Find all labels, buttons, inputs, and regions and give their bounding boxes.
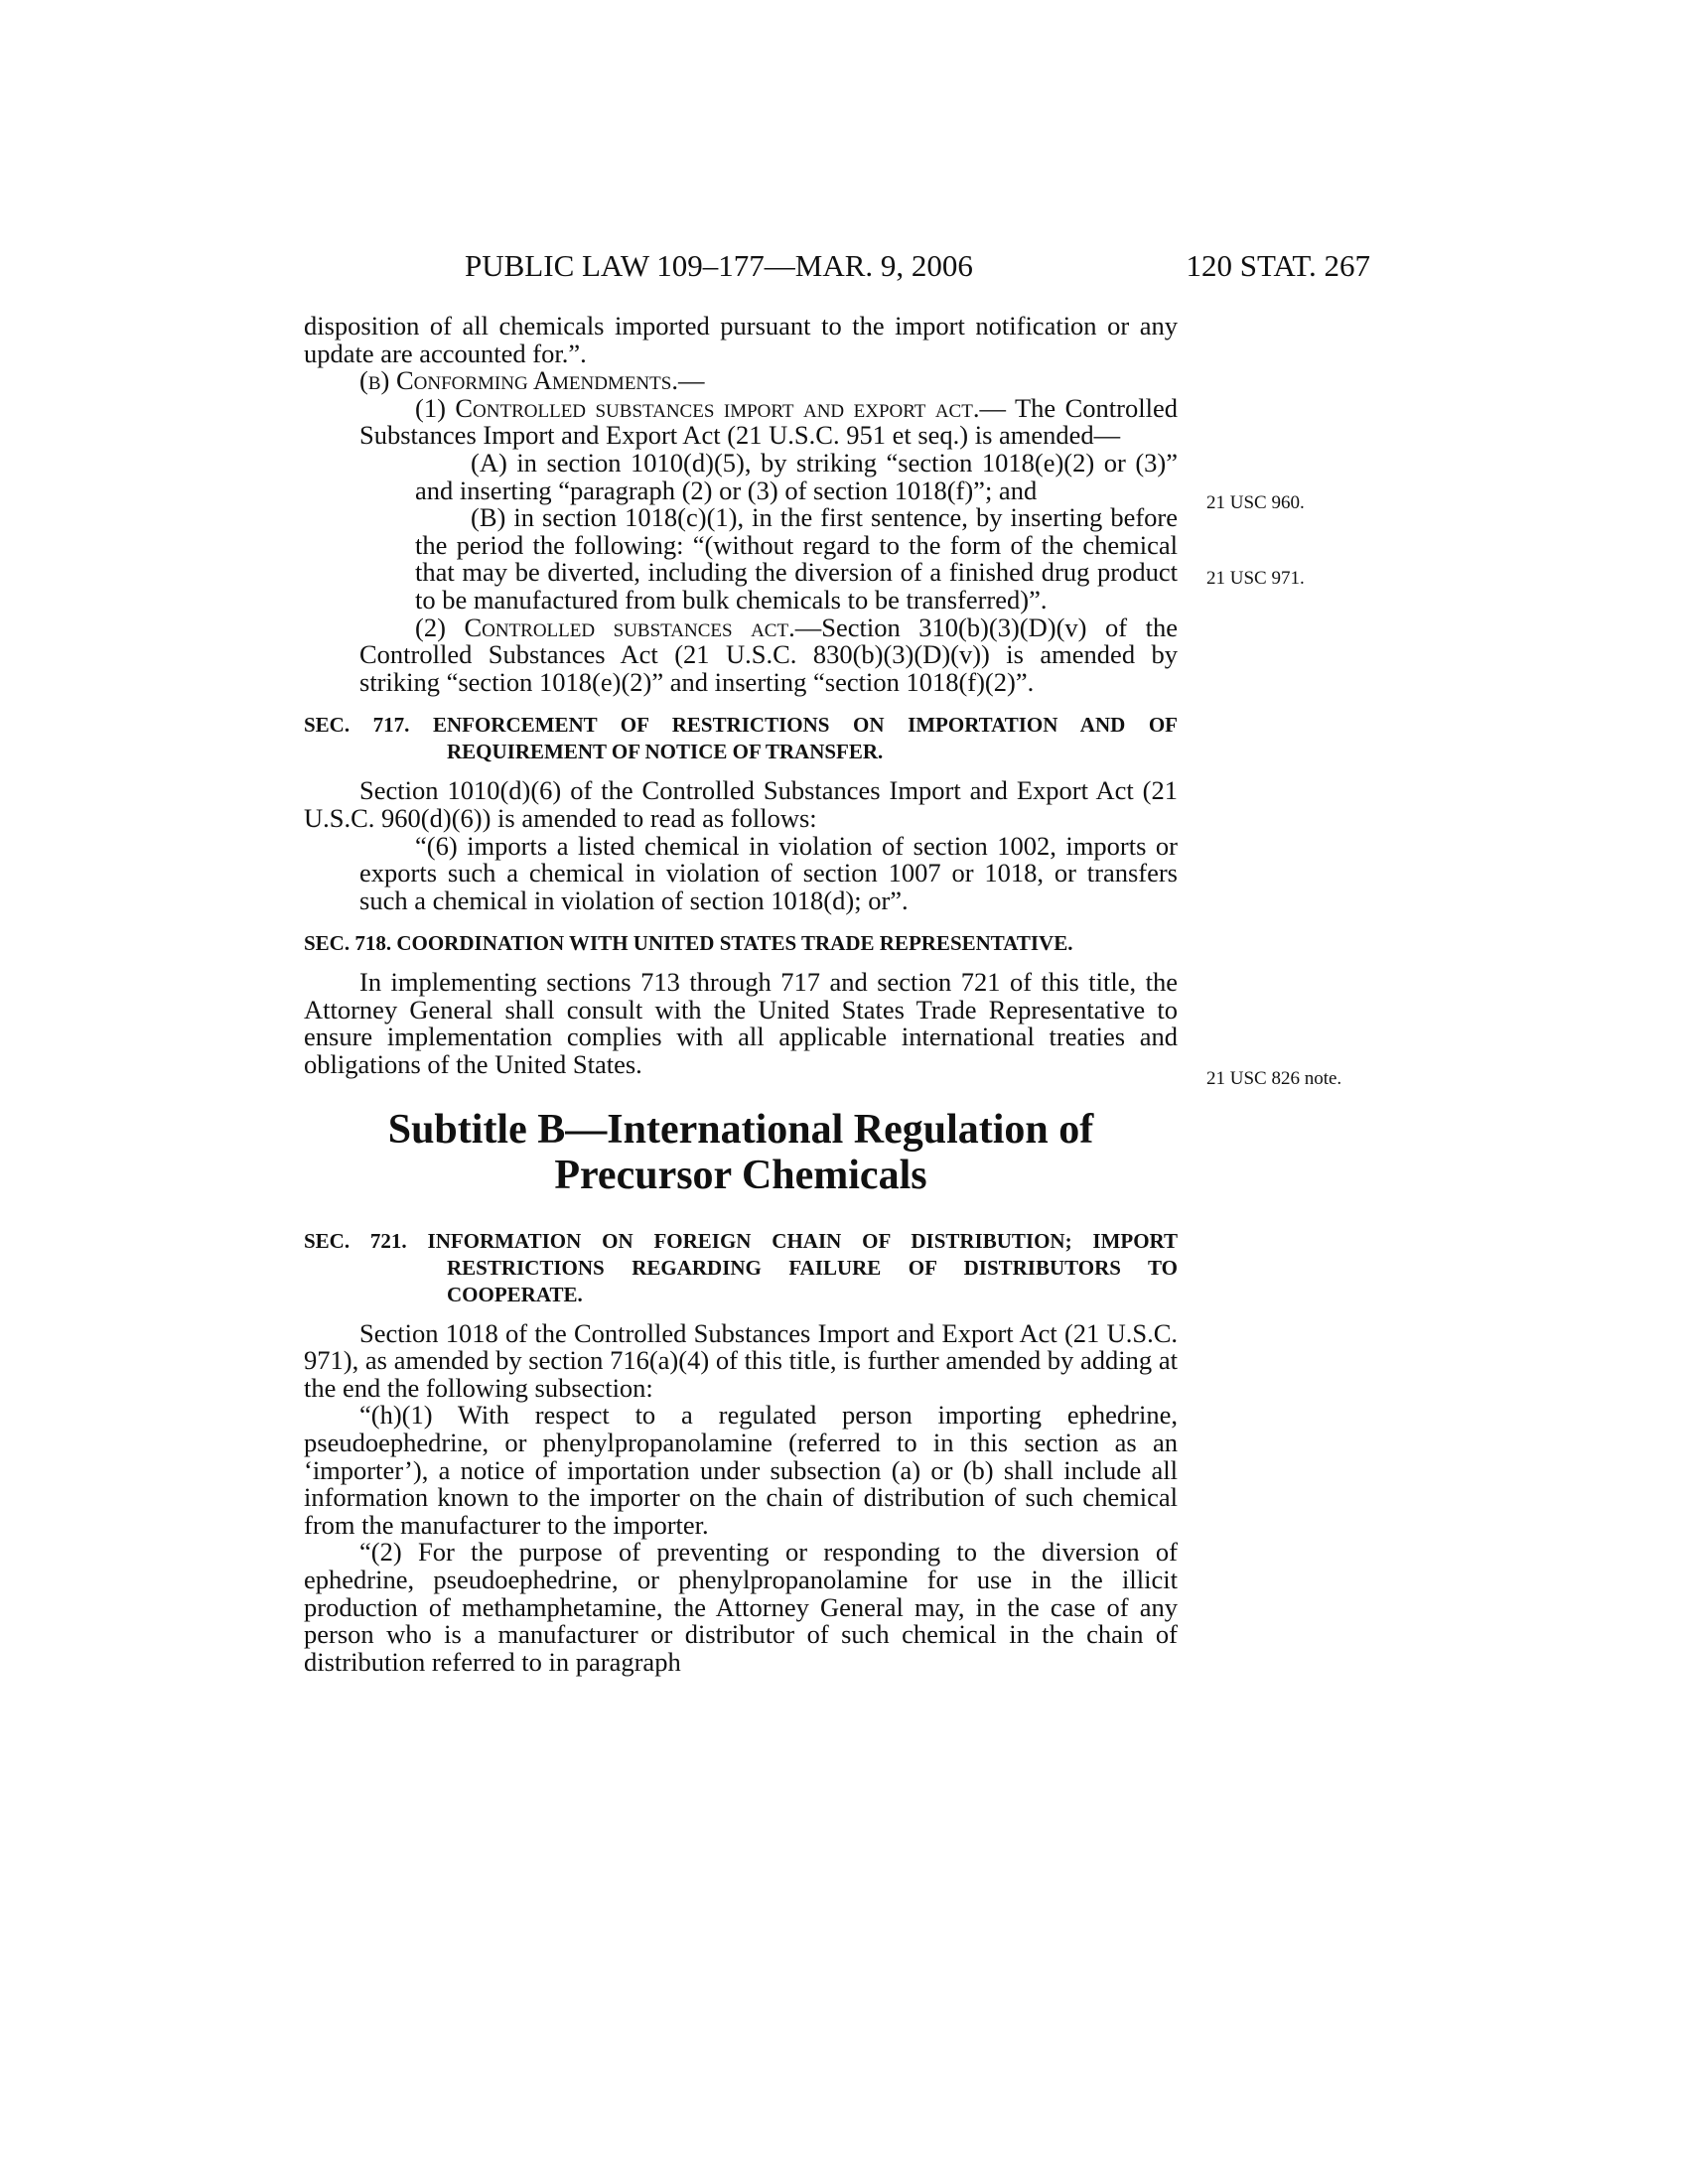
paragraph-b2 bbox=[304, 614, 1178, 697]
section-721-text: Section 1018 of the Controlled Substances Import and Export Act (21 U.S.C. 971), as amended by section 716(a)(4) of this title, is further amended by adding at the end the following subsection: bbox=[304, 1317, 1178, 1403]
subsection-b-label: (b) Conforming Amendments.— bbox=[359, 365, 705, 396]
subparagraph-b: (B) in section 1018(c)(1), in the first sentence, by inserting before the period the following: “(without regard to the form of the chemical that may be diverted, including the diversion of a finished drug product to be manufactured from bulk chemicals to be transferred)”. bbox=[415, 502, 1178, 614]
section-718-heading: SEC. 718. COORDINATION WITH UNITED STATES TRADE REPRESENTATIVE. bbox=[304, 931, 1073, 956]
section-721-h1: “(h)(1) With respect to a regulated person importing ephedrine, pseudoephedrine, or phenylpropanolamine (referred to in this section as an ‘importer’), a notice of importation under subsection (a) or (b) shall include all information known to the importer on the chain of distribution of such chemical from the manufacturer to the importer. bbox=[304, 1400, 1178, 1540]
continued-paragraph: disposition of all chemicals imported pursuant to the import notification or any update are accounted for.”. bbox=[304, 311, 1178, 368]
subparagraph-a: (A) in section 1010(d)(5), by striking “section 1018(e)(2) or (3)” and inserting “paragraph (2) or (3) of section 1018(f)”; and bbox=[415, 447, 1178, 505]
subsection-b-heading bbox=[304, 367, 1178, 395]
paragraph-b2-text: Section 310(b)(3)(D)(v) of the Controlled Substances Act (21 U.S.C. 830(b)(3)(D)(v)) is amended by striking “section 1018(e)(2)” and inserting “section 1018(f)(2)”. bbox=[359, 612, 1178, 697]
body-text bbox=[304, 313, 1178, 1676]
section-721-h2: “(2) For the purpose of preventing or responding to the diversion of ephedrine, pseudoephedrine, or phenylpropanolamine for use in the illicit production of methamphetamine, the Attorney General may, in the case of any person who is a manufacturer or distributor of such chemical in the chain of distribution referred to in paragraph bbox=[304, 1537, 1178, 1677]
margin-note-usc-960: 21 USC 960. bbox=[1206, 492, 1305, 513]
margin-note-usc-826: 21 USC 826 note. bbox=[1206, 1068, 1342, 1089]
page-header bbox=[298, 248, 1370, 288]
section-721-heading: SEC. 721. INFORMATION ON FOREIGN CHAIN OF DISTRIBUTION; IMPORT RESTRICTIONS REGARDING FAILURE OF DISTRIBUTORS TO COOPERATE. bbox=[304, 1228, 1178, 1306]
section-717-heading: SEC. 717. ENFORCEMENT OF RESTRICTIONS ON IMPORTATION AND OF REQUIREMENT OF NOTICE OF TRANSFER. bbox=[304, 713, 1178, 764]
paragraph-b1 bbox=[304, 392, 1178, 451]
header-citation: PUBLIC LAW 109–177—MAR. 9, 2006 bbox=[465, 248, 973, 283]
margin-note-usc-971: 21 USC 971. bbox=[1206, 568, 1305, 589]
header-page-number: 120 STAT. 267 bbox=[1186, 248, 1370, 283]
paragraph-b1-label: (1) Controlled substances import and export act.— bbox=[415, 392, 1006, 423]
paragraph-b2-label: (2) Controlled substances act.— bbox=[415, 612, 822, 642]
subtitle-heading: Subtitle B—International Regulation of Precursor Chemicals bbox=[387, 1106, 1094, 1198]
section-717-text: Section 1010(d)(6) of the Controlled Substances Import and Export Act (21 U.S.C. 960(d)(6)) is amended to read as follows: bbox=[304, 775, 1178, 833]
section-718-text: In implementing sections 713 through 717 and section 721 of this title, the Attorney General shall consult with the United States Trade Representative to ensure implementation complies with all applicable international treaties and obligations of the United States. bbox=[304, 967, 1178, 1080]
section-717-quote: “(6) imports a listed chemical in violation of section 1002, imports or exports such a chemical in violation of section 1007 or 1018, or transfers such a chemical in violation of section 1018(d); or”. bbox=[359, 830, 1178, 915]
paragraph-b1-text: The Controlled Substances Import and Export Act (21 U.S.C. 951 et seq.) is amended— bbox=[359, 392, 1178, 451]
